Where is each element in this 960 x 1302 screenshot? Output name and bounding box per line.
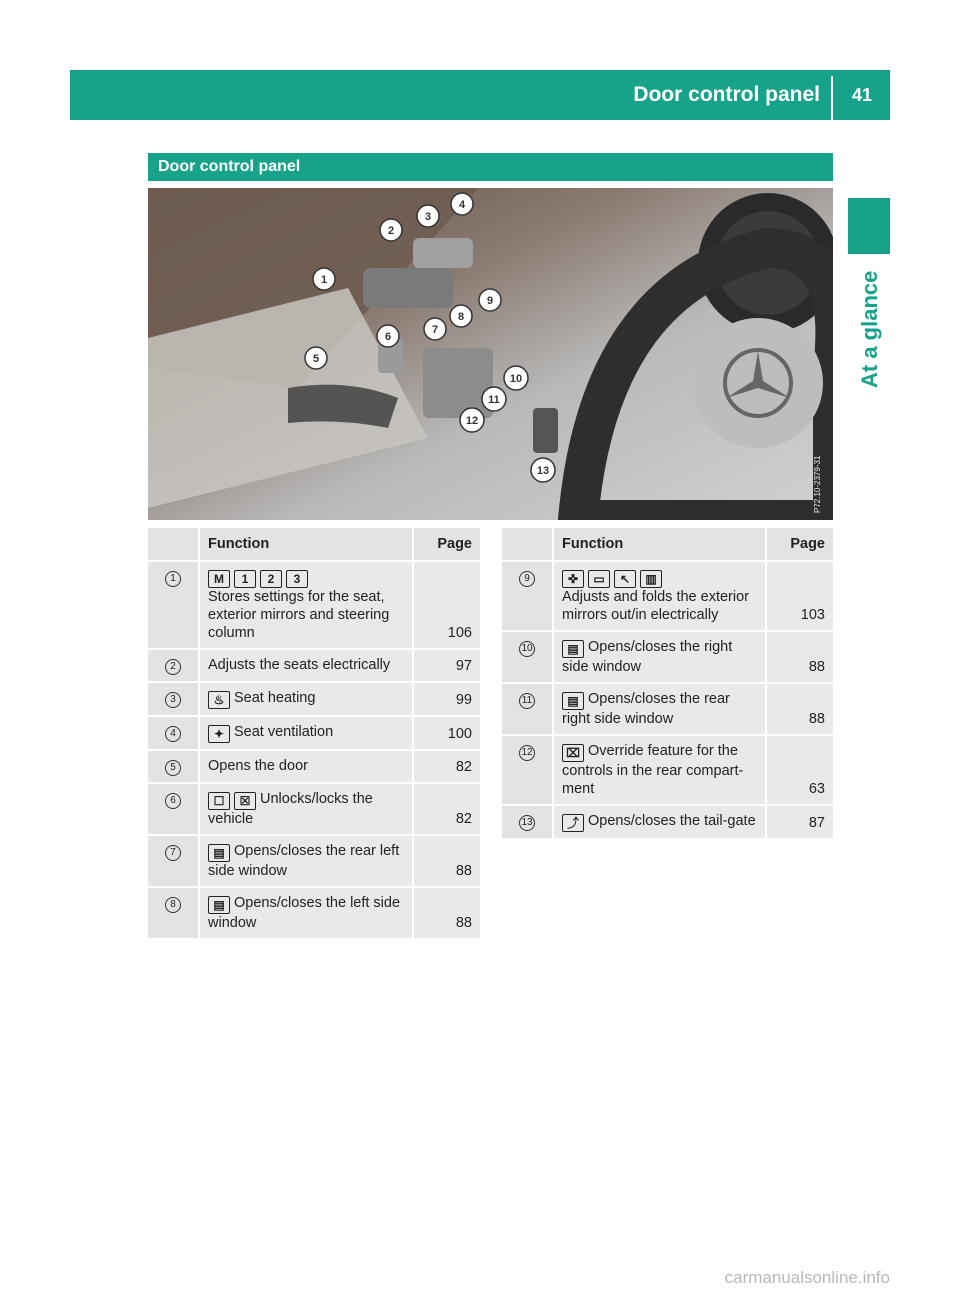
row-number-cell bbox=[502, 682, 554, 734]
table-row bbox=[148, 834, 480, 886]
section-heading: Door control panel bbox=[148, 153, 833, 181]
row-number-cell bbox=[148, 782, 200, 834]
row-number-cell bbox=[148, 749, 200, 782]
callout-2 bbox=[380, 219, 402, 241]
page-reference: 100 bbox=[412, 715, 480, 749]
page-reference: 87 bbox=[765, 804, 833, 838]
row-number-cell bbox=[502, 560, 554, 630]
svg-text:8: 8 bbox=[457, 311, 465, 323]
symbol-group bbox=[562, 813, 588, 829]
callout-number: 12 bbox=[519, 745, 535, 761]
table-row bbox=[148, 560, 480, 648]
function-text: Opens/closes the right side window bbox=[562, 639, 733, 675]
column-header-function: Function bbox=[554, 528, 765, 560]
vent-icon: ✦ bbox=[208, 725, 230, 743]
symbol-group bbox=[562, 743, 588, 759]
callout-12 bbox=[460, 408, 484, 432]
callout-8 bbox=[450, 305, 472, 327]
svg-text:2: 2 bbox=[387, 225, 395, 237]
symbol-group bbox=[562, 639, 588, 655]
callout-9 bbox=[479, 289, 501, 311]
callout-13 bbox=[531, 458, 555, 482]
callout-number: 9 bbox=[519, 571, 535, 587]
callout-7 bbox=[424, 318, 446, 340]
page-reference: 88 bbox=[765, 630, 833, 682]
window-icon: ▤ bbox=[562, 692, 584, 710]
header-divider bbox=[831, 76, 833, 120]
table-row bbox=[148, 782, 480, 834]
M-icon: M bbox=[208, 570, 230, 588]
callout-number: 8 bbox=[165, 897, 181, 913]
unlock-icon: ☐ bbox=[208, 792, 230, 810]
column-header-number bbox=[502, 528, 554, 560]
page-reference: 99 bbox=[412, 681, 480, 715]
tailgate-icon: ⤴ bbox=[562, 814, 584, 832]
image-code: P72.10-2379-31 bbox=[813, 455, 822, 513]
table-header-row bbox=[148, 528, 480, 560]
function-text: Opens/closes the tail-gate bbox=[588, 813, 756, 829]
svg-text:1: 1 bbox=[320, 274, 328, 286]
row-number-cell bbox=[502, 734, 554, 804]
svg-text:13: 13 bbox=[536, 465, 550, 477]
callout-4 bbox=[451, 193, 473, 215]
svg-text:5: 5 bbox=[312, 353, 320, 365]
callout-number: 13 bbox=[519, 815, 535, 831]
function-text: Opens/closes the rear left side window bbox=[208, 843, 400, 879]
table-row bbox=[148, 681, 480, 715]
callout-number: 11 bbox=[519, 693, 535, 709]
page-reference: 88 bbox=[412, 886, 480, 938]
svg-text:12: 12 bbox=[465, 415, 479, 427]
row-number-cell bbox=[148, 560, 200, 648]
symbol-group bbox=[208, 791, 260, 807]
page-reference: 106 bbox=[412, 560, 480, 648]
column-header-number bbox=[148, 528, 200, 560]
function-cell bbox=[200, 834, 412, 886]
page-reference: 88 bbox=[765, 682, 833, 734]
callout-number: 1 bbox=[165, 571, 181, 587]
svg-text:4: 4 bbox=[458, 199, 466, 211]
table-row bbox=[502, 560, 833, 630]
function-text: Seat ventilation bbox=[234, 724, 334, 740]
svg-text:3: 3 bbox=[424, 211, 432, 223]
left-icon: ▥ bbox=[640, 570, 662, 588]
page-reference: 97 bbox=[412, 648, 480, 681]
function-text: Seat heating bbox=[234, 690, 316, 706]
row-number-cell bbox=[148, 834, 200, 886]
callout-number: 7 bbox=[165, 845, 181, 861]
page-number: 41 bbox=[851, 85, 872, 105]
function-text: Adjusts and folds the exterior mirrors out/in electrically bbox=[562, 589, 749, 623]
callout-3 bbox=[417, 205, 439, 227]
function-cell bbox=[200, 648, 412, 681]
symbol-group bbox=[562, 569, 666, 585]
2-icon: 2 bbox=[260, 570, 282, 588]
heat-icon: ♨ bbox=[208, 691, 230, 709]
function-text: Override feature for the controls in the rear compart-ment bbox=[562, 743, 744, 797]
door-panel-photo bbox=[148, 188, 833, 520]
watermark: carmanualsonline.info bbox=[724, 1268, 890, 1287]
1-icon: 1 bbox=[234, 570, 256, 588]
callout-5 bbox=[305, 347, 327, 369]
svg-text:6: 6 bbox=[384, 331, 392, 343]
row-number-cell bbox=[148, 681, 200, 715]
table-row bbox=[148, 749, 480, 782]
column-header-page: Page bbox=[412, 528, 480, 560]
function-table-right bbox=[502, 528, 833, 838]
table-row bbox=[502, 804, 833, 838]
svg-text:9: 9 bbox=[486, 295, 494, 307]
function-cell bbox=[200, 886, 412, 938]
function-table-left bbox=[148, 528, 480, 938]
callout-10 bbox=[504, 366, 528, 390]
callout-number: 4 bbox=[165, 726, 181, 742]
window-icon: ▤ bbox=[208, 844, 230, 862]
3-icon: 3 bbox=[286, 570, 308, 588]
column-header-page: Page bbox=[765, 528, 833, 560]
page-reference: 63 bbox=[765, 734, 833, 804]
page-reference: 82 bbox=[412, 782, 480, 834]
page-reference: 103 bbox=[765, 560, 833, 630]
row-number-cell bbox=[148, 648, 200, 681]
callout-number: 5 bbox=[165, 760, 181, 776]
window-icon: ▤ bbox=[208, 896, 230, 914]
symbol-group bbox=[208, 569, 312, 585]
row-number-cell bbox=[148, 715, 200, 749]
symbol-group bbox=[208, 690, 234, 706]
row-number-cell bbox=[502, 804, 554, 838]
symbol-group bbox=[208, 895, 234, 911]
callout-number: 3 bbox=[165, 692, 181, 708]
chapter-label: At a glance bbox=[857, 270, 882, 388]
row-number-cell bbox=[502, 630, 554, 682]
table-row bbox=[502, 630, 833, 682]
symbol-group bbox=[562, 691, 588, 707]
table-row bbox=[148, 648, 480, 681]
table-row bbox=[148, 715, 480, 749]
function-cell bbox=[200, 782, 412, 834]
function-cell bbox=[200, 681, 412, 715]
function-cell bbox=[200, 749, 412, 782]
function-text: Adjusts the seats electrically bbox=[208, 657, 391, 673]
symbol-group bbox=[208, 724, 234, 740]
symbol-group bbox=[208, 843, 234, 859]
page-reference: 82 bbox=[412, 749, 480, 782]
callout-11 bbox=[482, 387, 506, 411]
callout-6 bbox=[377, 325, 399, 347]
lock-icon: ☒ bbox=[234, 792, 256, 810]
move-icon: ✜ bbox=[562, 570, 584, 588]
svg-text:10: 10 bbox=[509, 373, 523, 385]
override-icon: ⌧ bbox=[562, 744, 584, 762]
function-cell bbox=[554, 560, 765, 630]
table-row bbox=[502, 682, 833, 734]
function-cell bbox=[200, 715, 412, 749]
function-text: Opens/closes the rear right side window bbox=[562, 691, 730, 727]
mirror-icon: ▭ bbox=[588, 570, 610, 588]
function-text: Unlocks/locks the vehicle bbox=[208, 791, 373, 827]
table-row bbox=[502, 734, 833, 804]
function-cell bbox=[554, 804, 765, 838]
callout-number: 6 bbox=[165, 793, 181, 809]
svg-text:7: 7 bbox=[431, 324, 439, 336]
function-text: Opens/closes the left side window bbox=[208, 895, 401, 931]
callout-number: 2 bbox=[165, 659, 181, 675]
fold-icon: ↖ bbox=[614, 570, 636, 588]
function-cell bbox=[554, 630, 765, 682]
header-title: Door control panel bbox=[633, 83, 820, 106]
function-cell bbox=[554, 734, 765, 804]
page-reference: 88 bbox=[412, 834, 480, 886]
window-icon: ▤ bbox=[562, 640, 584, 658]
row-number-cell bbox=[148, 886, 200, 938]
function-cell bbox=[200, 560, 412, 648]
callout-number: 10 bbox=[519, 641, 535, 657]
function-text: Opens the door bbox=[208, 758, 308, 774]
page-header bbox=[70, 70, 890, 120]
table-header-row bbox=[502, 528, 833, 560]
svg-text:11: 11 bbox=[488, 394, 500, 406]
function-cell bbox=[554, 682, 765, 734]
function-text: Stores settings for the seat, exterior mirrors and steering column bbox=[208, 589, 390, 641]
column-header-function: Function bbox=[200, 528, 412, 560]
callout-1 bbox=[313, 268, 335, 290]
table-row bbox=[148, 886, 480, 938]
